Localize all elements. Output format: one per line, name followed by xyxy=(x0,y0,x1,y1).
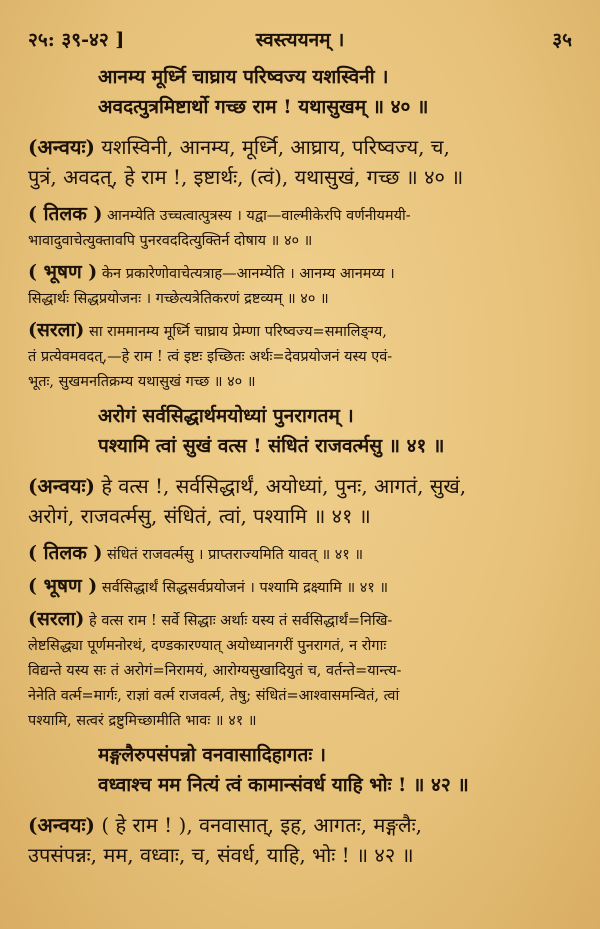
commentary-label: ( तिलक ) xyxy=(28,203,103,225)
line-text: सिद्धार्थः सिद्धप्रयोजनः । गच्छेत्यत्रेतिकरणं द्रष्टव्यम् ॥ ४० ॥ xyxy=(28,291,329,307)
page-body xyxy=(28,62,572,880)
line-text: विद्यन्ते यस्य सः तं अरोगं=निरामयं, आरोग्यसुखादियुतं च, वर्तन्ते=यान्त्य- xyxy=(28,663,402,679)
spacer xyxy=(28,192,572,202)
anvaya-line xyxy=(28,501,572,531)
line-text: अवदत्पुत्रमिष्टार्थो गच्छ राम ! यथासुखम् ॥ ४० ॥ xyxy=(98,96,429,118)
line-text: अरोगं, राजवर्त्मसु, संधितं, त्वां, पश्यामि ॥ ४१ ॥ xyxy=(28,504,371,528)
commentary-label: (सरला) xyxy=(28,608,85,630)
comment-line xyxy=(28,574,572,601)
line-text: हे वत्स राम ! सर्वे सिद्धाः अर्थाः यस्य तं सर्वसिद्धार्थं=निखि- xyxy=(89,613,393,629)
anvaya-block xyxy=(28,810,572,870)
spacer xyxy=(28,461,572,471)
verse-line xyxy=(98,431,572,461)
line-text: पश्यामि, सत्वरं द्रष्टुमिच्छामीति भावः ॥ ४१ ॥ xyxy=(28,713,257,729)
verse-line xyxy=(98,92,572,122)
anvaya-line xyxy=(28,471,572,501)
commentary-label: (अन्वयः) xyxy=(28,474,95,498)
comment-line xyxy=(28,229,572,254)
page-header xyxy=(28,22,572,62)
comment-block xyxy=(28,541,572,568)
spacer xyxy=(28,531,572,541)
verse-block xyxy=(28,740,572,800)
comment-line xyxy=(28,541,572,568)
commentary-label: ( भूषण ) xyxy=(28,575,98,597)
line-text: भूतः, सुखमनतिक्रम्य यथासुखं गच्छ ॥ ४० ॥ xyxy=(28,374,256,390)
header-page-number: ३५ xyxy=(552,29,572,51)
comment-line xyxy=(28,684,572,709)
line-text: हे वत्स !, सर्वसिद्धार्थं, अयोध्यां, पुनः, आगतं, सुखं, xyxy=(101,474,467,498)
anvaya-line xyxy=(28,840,572,870)
verse-line xyxy=(98,740,572,770)
line-text: यशस्विनी, आनम्य, मूर्ध्नि, आघ्राय, परिष्वज्य, च, xyxy=(101,135,450,159)
commentary-label: (सरला) xyxy=(28,319,85,341)
comment-block xyxy=(28,574,572,601)
verse-block xyxy=(28,62,572,122)
anvaya-block xyxy=(28,471,572,531)
line-text: केन प्रकारेणोवाचेत्यत्राह—आनम्येति । आनम्य आनमय्य । xyxy=(101,266,395,282)
comment-line xyxy=(28,345,572,370)
comment-line xyxy=(28,634,572,659)
line-text: आनम्येति उच्चत्वात्पुत्रस्य । यद्वा—वाल्मीकेरपि वर्णनीयमयी- xyxy=(107,208,411,224)
line-text: नेनेति वर्त्म=मार्गः, राज्ञां वर्त्म राजवर्त्म, तेषु; संधितं=आश्वासमन्वितं, त्वां xyxy=(28,688,400,704)
comment-line xyxy=(28,607,572,634)
header-verse-range: २५: ३९-४२ ] xyxy=(28,29,125,51)
spacer xyxy=(28,800,572,810)
line-text: ( हे राम ! ), वनवासात्, इह, आगतः, मङ्गलैः, xyxy=(101,813,422,837)
anvaya-block xyxy=(28,132,572,192)
verse-line xyxy=(98,62,572,92)
header-chapter-title: स्वस्त्ययनम् । xyxy=(255,29,345,51)
line-text: आनम्य मूर्ध्नि चाघ्राय परिष्वज्य यशस्विनी । xyxy=(98,66,389,88)
spacer xyxy=(28,870,572,880)
comment-line xyxy=(28,659,572,684)
comment-block xyxy=(28,318,572,395)
line-text: अरोगं सर्वसिद्धार्थमयोध्यां पुनरागतम् । xyxy=(98,405,354,427)
commentary-label: ( तिलक ) xyxy=(28,542,103,564)
line-text: सर्वसिद्धार्थं सिद्धसर्वप्रयोजनं । पश्यामि द्रक्ष्यामि ॥ ४१ ॥ xyxy=(101,580,389,596)
anvaya-line xyxy=(28,810,572,840)
commentary-label: ( भूषण ) xyxy=(28,261,98,283)
line-text: पुत्रं, अवदत्, हे राम !, इष्टार्थः, (त्वं), यथासुखं, गच्छ ॥ ४० ॥ xyxy=(28,165,464,189)
verse-line xyxy=(98,401,572,431)
line-text: तं प्रत्येवमवदत्,—हे राम ! त्वं इष्टः इच्छितः अर्थः=देवप्रयोजनं यस्य एवं- xyxy=(28,349,393,365)
comment-line xyxy=(28,287,572,312)
anvaya-line xyxy=(28,162,572,192)
comment-line xyxy=(28,370,572,395)
line-text: भावादुवाचेत्युक्तावपि पुनरवददित्युक्तिर्न दोषाय ॥ ४० ॥ xyxy=(28,233,313,249)
line-text: वध्वाश्च मम नित्यं त्वं कामान्संवर्ध याहि भोः ! ॥ ४२ ॥ xyxy=(98,774,469,796)
spacer xyxy=(28,122,572,132)
verse-block xyxy=(28,401,572,461)
anvaya-line xyxy=(28,132,572,162)
comment-line xyxy=(28,260,572,287)
verse-line xyxy=(98,770,572,800)
line-text: पश्यामि त्वां सुखं वत्स ! संधितं राजवर्त्मसु ॥ ४१ ॥ xyxy=(98,435,445,457)
comment-block xyxy=(28,260,572,312)
commentary-label: (अन्वयः) xyxy=(28,813,95,837)
comment-line xyxy=(28,709,572,734)
comment-line xyxy=(28,202,572,229)
line-text: संधितं राजवर्त्मसु । प्राप्तराज्यमिति यावत् ॥ ४१ ॥ xyxy=(107,547,364,563)
comment-line xyxy=(28,318,572,345)
commentary-label: (अन्वयः) xyxy=(28,135,95,159)
line-text: लेष्टसिद्ध्या पूर्णमनोरथं, दण्डकारण्यात् अयोध्यानगरीं पुनरागतं, न रोगाः xyxy=(28,638,387,654)
line-text: मङ्गलैरुपसंपन्नो वनवासादिहागतः । xyxy=(98,744,326,766)
line-text: उपसंपन्नः, मम, वध्वाः, च, संवर्ध, याहि, भोः ! ॥ ४२ ॥ xyxy=(28,843,414,867)
comment-block xyxy=(28,202,572,254)
comment-block xyxy=(28,607,572,734)
line-text: सा राममानम्य मूर्ध्नि चाघ्राय प्रेम्णा परिष्वज्य=समालिङ्ग्य, xyxy=(89,324,387,340)
